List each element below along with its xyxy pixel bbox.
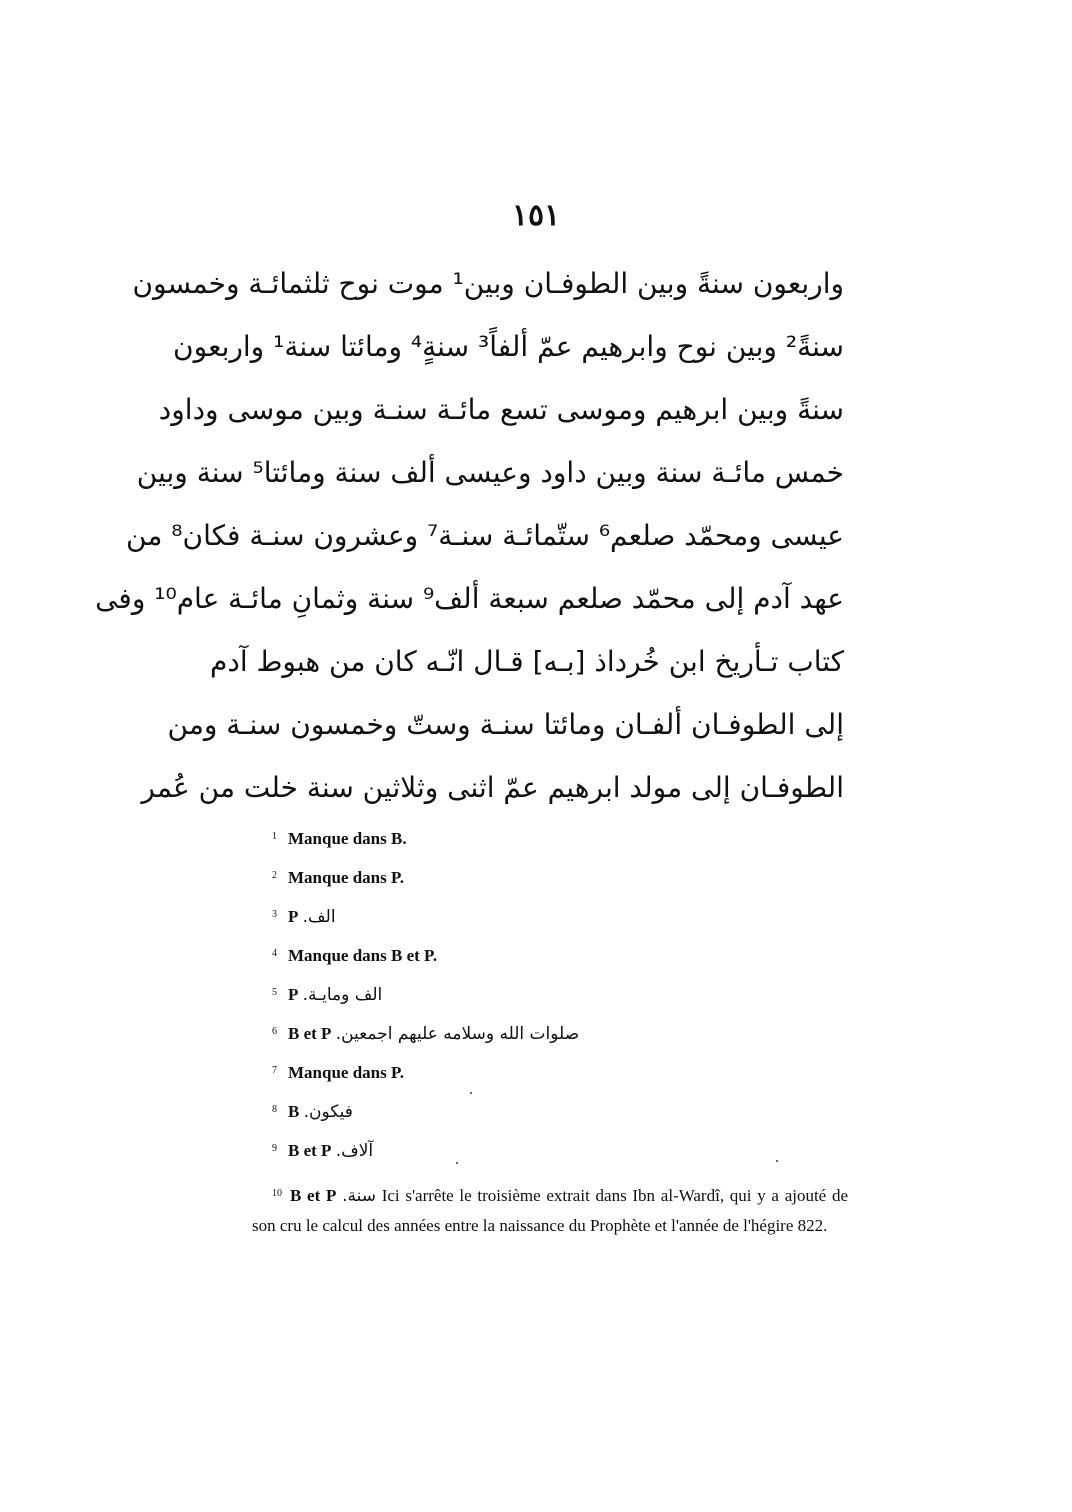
arabic-line: سنةً² وبين نوح وابرهيم عمّ ألفاً³ سنةٍ⁴ ومائتا سنة¹ واربعون [173, 330, 844, 363]
footnote-number: 9 [272, 1143, 277, 1154]
footnote-arabic: صلوات الله وسلامه عليهم اجمعين. [335, 1024, 580, 1044]
footnote-number: 7 [272, 1065, 277, 1076]
arabic-line: سنةً وبين ابرهيم وموسى تسع مائـة سنـة وبين موسى وداود [158, 393, 844, 426]
footnote [252, 1021, 848, 1060]
footnote-text: Manque dans B. [288, 829, 407, 848]
scan-speck [470, 1092, 472, 1094]
scan-speck [776, 1160, 778, 1162]
footnote [252, 943, 848, 982]
footnote-number: 2 [272, 870, 277, 881]
footnote-arabic: سنة. [342, 1186, 376, 1206]
footnote-number: 4 [272, 948, 277, 959]
footnotes [252, 826, 848, 1241]
footnote [252, 904, 848, 943]
page-number: ١٥١ [511, 198, 561, 233]
footnote-number: 10 [272, 1188, 282, 1199]
footnote-prefix: B et P [290, 1186, 337, 1205]
footnote-number: 1 [272, 831, 277, 842]
footnote-text: Manque dans P. [288, 1063, 405, 1082]
footnote-arabic: الف. [302, 907, 336, 927]
arabic-line: واربعون سنةً وبين الطوفـان وبين¹ موت نوح ثلثمائـة وخمسون [132, 267, 844, 300]
footnote-arabic: فيكون. [303, 1102, 353, 1122]
arabic-line: عهد آدم إلى محمّد صلعم سبعة ألف⁹ سنة وثمانِ مائـة عام¹⁰ وفى [95, 582, 844, 615]
footnote-final [252, 1181, 848, 1241]
footnote [252, 865, 848, 904]
footnote-text: B et P [288, 1141, 332, 1160]
footnote-number: 6 [272, 1026, 277, 1037]
footnote-text: Ici s'arrête le troisième extrait dans Ibn al-Wardî, qui y a ajouté de son cru le calcul des années entre la naissance du Prophète et l'année de l'hégire 822. [252, 1186, 848, 1235]
footnote-text: P [288, 907, 299, 926]
footnote-text: Manque dans P. [288, 868, 405, 887]
footnote-number: 8 [272, 1104, 277, 1115]
footnote-text: P [288, 985, 299, 1004]
footnote-number: 5 [272, 987, 277, 998]
footnote-arabic: آلاف. [335, 1141, 374, 1161]
footnote [252, 826, 848, 865]
footnote-arabic: الف ومايـة. [302, 985, 383, 1005]
footnote-text: B [288, 1102, 300, 1121]
footnote [252, 1060, 848, 1099]
footnote [252, 1099, 848, 1138]
arabic-line: الطوفـان إلى مولد ابرهيم عمّ اثنى وثلاثين سنة خلت من عُمر [141, 771, 844, 804]
scan-speck [456, 1162, 458, 1164]
arabic-line: كتاب تـأريخ ابن خُرداذ [بـه] قـال انّـه كان من هبوط آدم [210, 645, 844, 678]
footnote-text: B et P [288, 1024, 332, 1043]
arabic-text-block [95, 252, 844, 819]
footnote [252, 1138, 848, 1177]
arabic-line: عيسى ومحمّد صلعم⁶ ستّمائـة سنـة⁷ وعشرون سنـة فكان⁸ من [126, 519, 844, 552]
footnote-text: Manque dans B et P. [288, 946, 438, 965]
arabic-line: خمس مائـة سنة وبين داود وعيسى ألف سنة ومائتا⁵ سنة وبين [136, 456, 844, 489]
footnote-number: 3 [272, 909, 277, 920]
footnote [252, 982, 848, 1021]
arabic-line: إلى الطوفـان ألفـان ومائتا سنـة وستّ وخمسون سنـة ومن [167, 708, 844, 741]
